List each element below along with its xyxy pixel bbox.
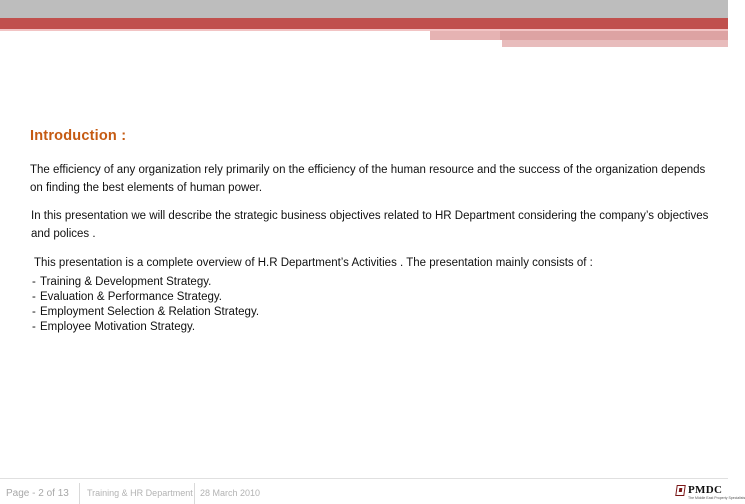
list-item: - Evaluation & Performance Strategy. <box>32 291 222 303</box>
strategy-list <box>32 275 259 335</box>
overview-paragraph: This presentation is a complete overview of H.R Department’s Activities . The presentation mainly consists of : <box>34 257 593 269</box>
company-logo <box>676 484 745 502</box>
objectives-paragraph: In this presentation we will describe the strategic business objectives related to HR Department considering the company’s objectives and polices . <box>31 210 709 240</box>
footer-separator <box>194 483 195 504</box>
dash-bullet-icon: - <box>32 306 36 318</box>
header-gray-band <box>0 0 728 18</box>
list-item: - Training & Development Strategy. <box>32 276 212 288</box>
logo-tagline: The Middle East Property Specialists <box>688 496 745 500</box>
dash-bullet-icon: - <box>32 321 36 333</box>
header-red-band <box>0 18 728 29</box>
header-accent-stripe-lower <box>502 40 728 47</box>
intro-paragraph: The efficiency of any organization rely primarily on the efficiency of the human resource and the success of the organization depends on finding the best elements of human power. <box>30 164 706 194</box>
footer <box>0 479 728 504</box>
logo-name: PMDC <box>688 484 723 496</box>
dash-bullet-icon: - <box>32 291 36 303</box>
page-number: Page - 2 of 13 <box>6 488 69 499</box>
list-item: - Employee Motivation Strategy. <box>32 321 196 333</box>
dash-bullet-icon: - <box>32 276 36 288</box>
footer-date: 28 March 2010 <box>200 488 261 498</box>
footer-separator <box>79 483 80 504</box>
footer-department: Training & HR Department <box>87 488 193 498</box>
logo-mark-icon <box>675 485 686 496</box>
slide-title: Introduction : <box>30 128 127 144</box>
header-accent-stripe-left <box>430 31 500 40</box>
list-item: - Employment Selection & Relation Strategy. <box>32 306 260 318</box>
